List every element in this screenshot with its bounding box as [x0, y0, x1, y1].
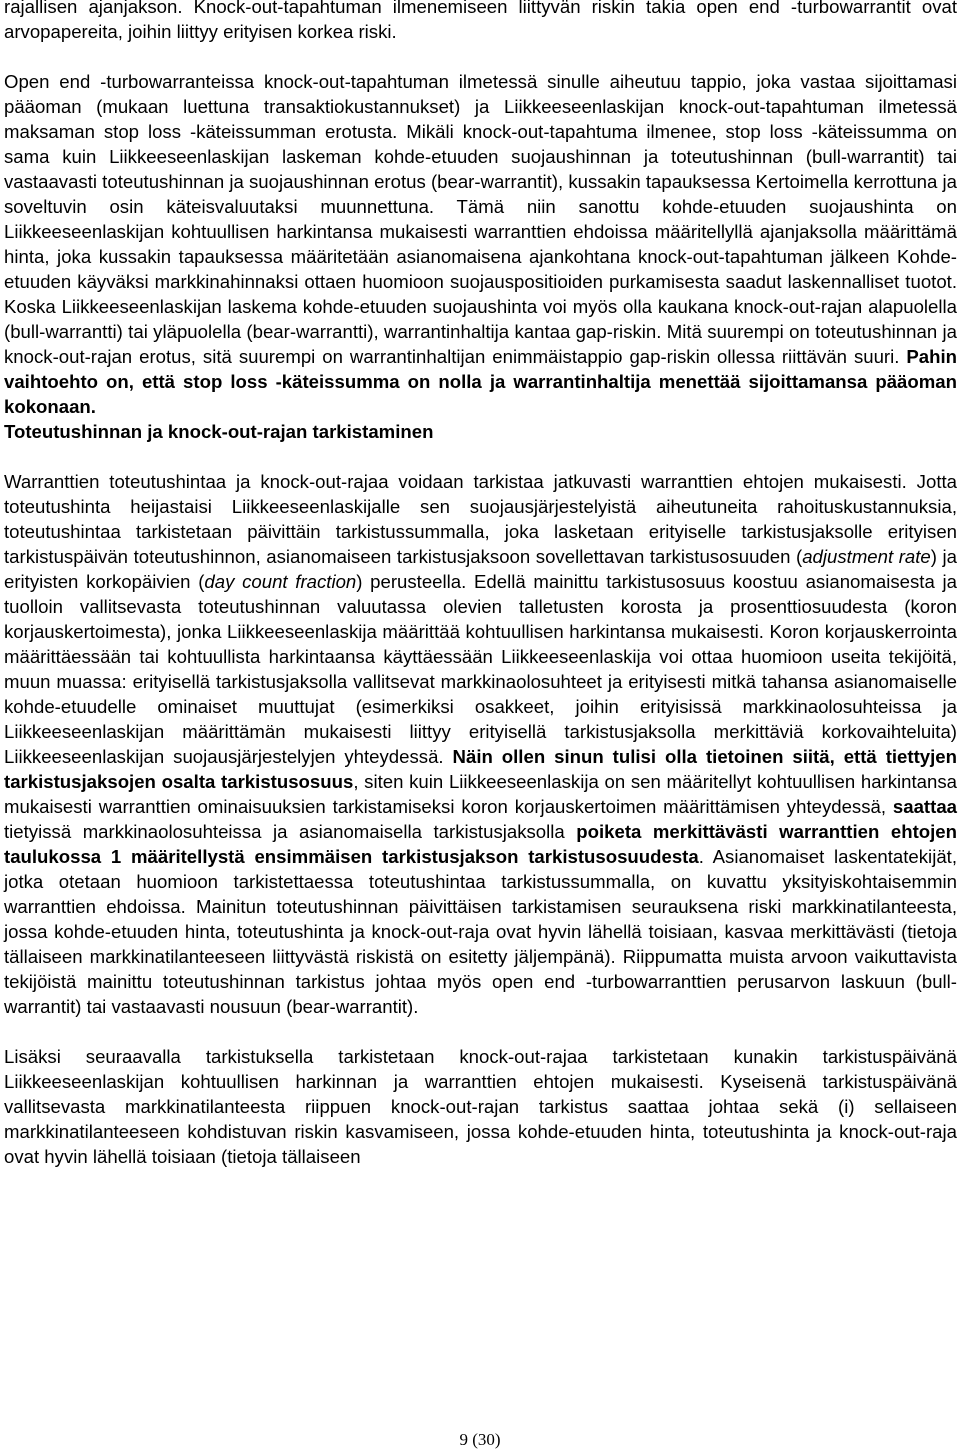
paragraph-intro: rajallisen ajanjakson. Knock-out-tapahtuman ilmenemiseen liittyvän riskin takia open end -turbowarrantit ovat arvopapereita, joihin liittyy erityisen korkea riski. — [4, 0, 957, 42]
text-run: . Asianomaiset laskentatekijät, jotka otetaan huomioon tarkistettaessa toteutushintaa tarkistussummalla, on kuvattu yksityiskohtaisemmin warranttien ehdoissa. Mainitun toteutushinnan päivittäisen tarkistamisen seurauksena riski markkinatilanteesta, jossa kohde-etuuden hinta, toteutushinta ja knock-out-raja ovat hyvin lähellä toisiaan, kasvaa merkittävästi (tietoja tällaiseen markkinatilanteeseen liittyvästä riskistä on esitetty jäljempänä). Riippumatta muista arvoon vaikuttavista tekijöistä mainittu toteutushinnan tarkistus johtaa myös open end -turbowarranttien perusarvon laskuun (bull-warrantit) tai vastaavasti nousuun (bear-warrantit). — [4, 846, 957, 1017]
paragraph-adjustment — [4, 469, 957, 1019]
text-run: ) ja erityisten korkopäivien ( — [4, 546, 957, 592]
bold-emphasis: Näin ollen sinun tulisi olla tietoinen siitä, että tiettyjen tarkistusjaksojen osalta tarkistusosuus — [4, 746, 957, 792]
text-run: Warranttien toteutushintaa ja knock-out-rajaa voidaan tarkistaa jatkuvasti warranttien ehtojen mukaisesti. Jotta toteutushinta heijastaisi Liikkeeseenlaskijalle sen suojausjärjestelyistä aiheutuneita rahoituskustannuksia, toteutushintaa tarkistetaan päivittäin tarkistussummalla, joka lasketaan erityiselle tarkistusjaksolle erityisen tarkistuspäivän toteutushinnon, asianomaiseen tarkistusjaksoon sovellettavan tarkistusosuuden ( — [4, 471, 957, 567]
text-run: , siten kuin Liikkeeseenlaskija on sen määritellyt kohtuullisen harkintansa mukaisesti warranttien ominaisuuksien tarkistamiseksi koron korjauskertoimen määrittämisen yhteydessä, — [4, 771, 957, 817]
section-heading: Toteutushinnan ja knock-out-rajan tarkistaminen — [4, 421, 434, 442]
bold-emphasis: saattaa — [892, 796, 957, 817]
document-page — [4, 0, 957, 1169]
paragraph-knock-out-loss — [4, 69, 957, 419]
text-run: ) perusteella. Edellä mainittu tarkistusosuus koostuu asianomaisesta ja tuolloin vallitsevasta toteutushinnan valuutassa olevien talletusten korosta ja prosenttiosuudesta (koron korjauskertoimesta), jonka Liikkeeseenlaskija määrittää kohtuullisen harkintansa mukaisesti. Koron korjauskerrointa määrittäessään tai kohtuullista harkintaansa käyttäessään Liikkeeseenlaskija voi ottaa huomioon useita tekijöitä, muun muassa: erityisellä tarkistusjaksolla vallitsevat markkinaolosuhteet ja erityisesti mitkä tahansa asianomaiselle kohde-etuudelle ominaiset muuttujat (esimerkiksi osakkeet, joihin erityisissä markkinaolosuhteissa ja Liikkeeseenlaskijan määrittämän mukaisesti liittyy erityisellä tarkistusjaksolla merkittäviä korkovaihteluita) Liikkeeseenlaskijan suojausjärjestelyjen yhteydessä. — [4, 571, 957, 767]
bold-warning: Pahin vaihtoehto on, että stop loss -käteissumma on nolla ja warrantinhaltija menettää sijoittamansa pääoman kokonaan. — [4, 346, 957, 417]
page-number: 9 (30) — [459, 1430, 501, 1449]
bold-emphasis: poiketa merkittävästi warranttien ehtojen taulukossa 1 määritellystä ensimmäisen tarkistusjakson tarkistusosuudesta — [4, 821, 957, 867]
italic-term: day count fraction — [204, 571, 357, 592]
text-run: tietyissä markkinaolosuhteissa ja asianomaisella tarkistusjaksolla — [4, 821, 577, 842]
text-run: Open end -turbowarranteissa knock-out-tapahtuman ilmetessä sinulle aiheutuu tappio, joka vastaa sijoittamasi pääoman (mukaan luettuna transaktiokustannukset) ja Liikkeeseenlaskijan knock-out-tapahtuman ilmetessä maksaman stop loss -käteissumman erotusta. Mikäli knock-out-tapahtuma ilmenee, stop loss -käteissumma on sama kuin Liikkeeseenlaskijan laskeman kohde-etuuden suojaushinnan ja toteutushinnan (bull-warrantit) tai vastaavasti toteutushinnan ja suojaushinnan erotus (bear-warrantit), kussakin tapauksessa Kertoimella kerrottuna ja soveltuvin osin käteisvaluutaksi muunnettuna. Tämä niin sanottu kohde-etuuden suojaushinta on Liikkeeseenlaskijan kohtuullisen harkintansa mukaisesti warranttien ehdoissa määritellyllä ajanjaksolla määrittämä hinta, joka kussakin tapauksessa määritetään asianomaisena ajankohtana knock-out-tapahtuman jälkeen Kohde-etuuden käyväksi markkinahinnaksi ottaen huomioon suojauspositioiden purkamisesta saadut laskennalliset tuotot. Koska Liikkeeseenlaskijan laskema kohde-etuuden suojaushinta voi myös olla kaukana knock-out-rajan alapuolella (bull-warrantti) tai yläpuolella (bear-warrantti), warrantinhaltija kantaa gap-riskin. Mitä suurempi on toteutushinnan ja knock-out-rajan erotus, sitä suurempi on warrantinhaltijan enimmäistappio gap-riskin ollessa riittävän suuri. — [4, 71, 957, 367]
paragraph-knock-out-barrier: Lisäksi seuraavalla tarkistuksella tarkistetaan knock-out-rajaa tarkistetaan kunakin tarkistuspäivänä Liikkeeseenlaskijan kohtuullisen harkinnan ja warranttien ehtojen mukaisesti. Kyseisenä tarkistuspäivänä vallitsevasta markkinatilanteesta riippuen knock-out-rajan tarkistus saattaa johtaa sekä (i) sellaiseen markkinatilanteeseen kohdistuvan riskin kasvamiseen, jossa kohde-etuuden hinta, toteutushinta ja knock-out-raja ovat hyvin lähellä toisiaan (tietoja tällaiseen — [4, 1046, 957, 1167]
italic-term: adjustment rate — [802, 546, 931, 567]
